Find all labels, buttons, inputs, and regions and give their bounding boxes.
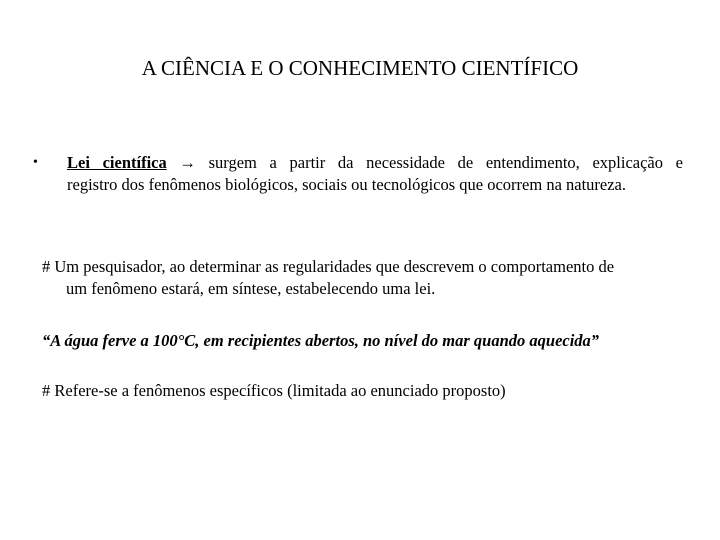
slide-title: A CIÊNCIA E O CONHECIMENTO CIENTÍFICO: [141, 56, 579, 80]
paragraph-pesquisador-line-2: um fenômeno estará, em síntese, estabelecendo uma lei.: [66, 279, 436, 298]
paragraph-refere-se: # Refere-se a fenômenos específicos (limitada ao enunciado proposto): [42, 381, 506, 400]
paragraph-pesquisador-line-1: # Um pesquisador, ao determinar as regularidades que descrevem o comportamento de: [42, 257, 615, 276]
paragraph-pesquisador: [42, 256, 682, 300]
bullet-line-2: registro dos fenômenos biológicos, sociais ou tecnológicos que ocorrem na natureza.: [67, 175, 627, 194]
bullet-line-1-rest: → surgem a partir da necessidade de entendimento, explicação e: [166, 153, 683, 172]
example-quote: “A água ferve a 100°C, em recipientes abertos, no nível do mar quando aquecida”: [42, 331, 600, 350]
term-lei-cientifica: Lei científica: [67, 153, 167, 172]
bullet-text: [67, 152, 683, 196]
bullet-line-1: [67, 152, 683, 174]
bullet-marker: •: [33, 155, 38, 170]
